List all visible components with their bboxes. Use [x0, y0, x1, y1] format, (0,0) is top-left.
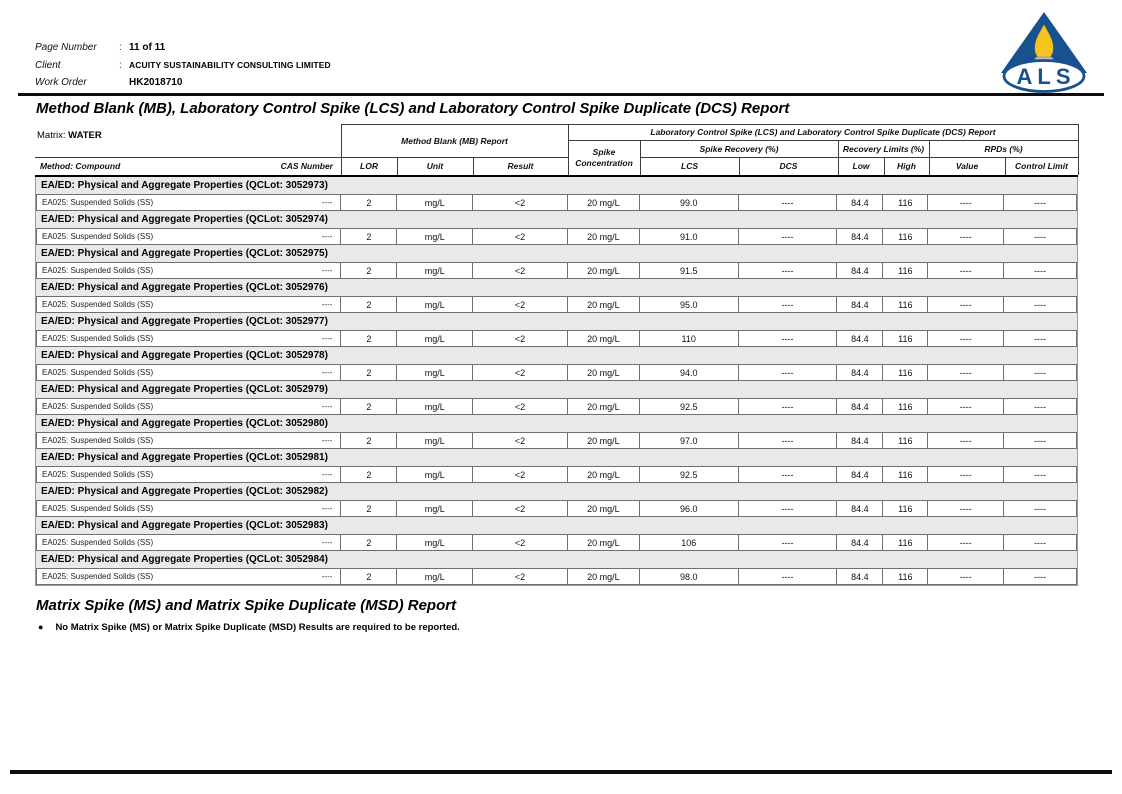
dcs-recovery-cell: ----: [739, 568, 838, 585]
compound-name: EA025: Suspended Solids (SS): [42, 300, 154, 309]
unit-cell: mg/L: [397, 398, 473, 415]
lor-cell: 2: [341, 364, 397, 381]
compound-name: EA025: Suspended Solids (SS): [42, 198, 154, 207]
compound-name: EA025: Suspended Solids (SS): [42, 436, 154, 445]
rpd-control-limit-cell: ----: [1004, 194, 1077, 211]
compound-cell: [36, 534, 341, 551]
cas-number-value: ----: [321, 572, 333, 581]
col-header-cas-number: CAS Number: [280, 161, 333, 171]
lcs-recovery-cell: 95.0: [640, 296, 739, 313]
lcs-recovery-cell: 96.0: [640, 500, 739, 517]
compound-name: EA025: Suspended Solids (SS): [42, 334, 154, 343]
col-header-lcs: LCS: [681, 161, 698, 171]
rpd-value-cell: ----: [928, 500, 1004, 517]
compound-name: EA025: Suspended Solids (SS): [42, 232, 154, 241]
qc-group: [36, 245, 1077, 279]
matrix-label: Matrix:: [37, 130, 66, 141]
compound-cell: [36, 296, 341, 313]
spike-concentration-cell: 20 mg/L: [568, 500, 640, 517]
lcs-recovery-cell: 106: [640, 534, 739, 551]
col-header-result: Result: [507, 161, 534, 171]
result-cell: <2: [473, 228, 568, 245]
compound-cell: [36, 500, 341, 517]
compound-cell: [36, 330, 341, 347]
rpd-value-cell: ----: [928, 262, 1004, 279]
compound-name: EA025: Suspended Solids (SS): [42, 266, 154, 275]
unit-cell: mg/L: [397, 568, 473, 585]
result-cell: <2: [473, 364, 568, 381]
page-header-info: [35, 39, 331, 92]
compound-cell: [36, 432, 341, 449]
lcs-recovery-cell: 94.0: [640, 364, 739, 381]
result-cell: <2: [473, 466, 568, 483]
rpd-value-cell: ----: [928, 432, 1004, 449]
qc-group-header: EA/ED: Physical and Aggregate Properties (QCLot: 3052984): [36, 551, 1077, 568]
client-value: ACUITY SUSTAINABILITY CONSULTING LIMITED: [129, 60, 331, 71]
rpd-value-cell: ----: [928, 228, 1004, 245]
qc-data-row: [36, 466, 1077, 483]
client-label: Client: [35, 59, 61, 71]
col-group-spike-recovery: Spike Recovery (%): [699, 143, 779, 154]
qc-data-row: [36, 364, 1077, 381]
qc-data-row: [36, 534, 1077, 551]
rpd-control-limit-cell: ----: [1004, 228, 1077, 245]
rpd-value-cell: ----: [928, 296, 1004, 313]
spike-concentration-cell: 20 mg/L: [568, 534, 640, 551]
qc-group-header: EA/ED: Physical and Aggregate Properties (QCLot: 3052980): [36, 415, 1077, 432]
recovery-low-cell: 84.4: [837, 568, 883, 585]
recovery-low-cell: 84.4: [837, 228, 883, 245]
rpd-control-limit-cell: ----: [1004, 330, 1077, 347]
unit-cell: mg/L: [397, 330, 473, 347]
grid-line: [1078, 124, 1079, 175]
recovery-high-cell: 116: [883, 534, 928, 551]
mb-lcs-report-title: Method Blank (MB), Laboratory Control Spike (LCS) and Laboratory Control Spike Duplicate (DCS) Report: [36, 100, 790, 117]
lcs-recovery-cell: 97.0: [640, 432, 739, 449]
qc-table-body: [35, 177, 1078, 586]
col-header-low: Low: [852, 161, 870, 171]
cas-number-value: ----: [321, 266, 333, 275]
lor-cell: 2: [341, 534, 397, 551]
separator: :: [119, 42, 122, 54]
cas-number-value: ----: [321, 402, 333, 411]
qc-group-header: EA/ED: Physical and Aggregate Properties (QCLot: 3052977): [36, 313, 1077, 330]
lor-cell: 2: [341, 296, 397, 313]
lcs-section-header: Laboratory Control Spike (LCS) and Laboratory Control Spike Duplicate (DCS) Report: [650, 127, 996, 137]
col-header-unit: Unit: [426, 161, 444, 171]
cas-number-value: ----: [321, 198, 333, 207]
ms-msd-bullet-item: [38, 622, 460, 633]
qc-data-row: [36, 296, 1077, 313]
lor-cell: 2: [341, 466, 397, 483]
unit-cell: mg/L: [397, 228, 473, 245]
rpd-control-limit-cell: ----: [1004, 262, 1077, 279]
recovery-low-cell: 84.4: [837, 194, 883, 211]
rpd-value-cell: ----: [928, 534, 1004, 551]
col-header-dcs: DCS: [779, 161, 798, 171]
recovery-low-cell: 84.4: [837, 262, 883, 279]
spike-concentration-cell: 20 mg/L: [568, 398, 640, 415]
qc-group: [36, 483, 1077, 517]
work-order-row: [35, 74, 331, 92]
qc-group-header: EA/ED: Physical and Aggregate Properties (QCLot: 3052978): [36, 347, 1077, 364]
lcs-recovery-cell: 98.0: [640, 568, 739, 585]
qc-group: [36, 347, 1077, 381]
compound-cell: [36, 568, 341, 585]
lcs-recovery-cell: 91.5: [640, 262, 739, 279]
cas-number-value: ----: [321, 334, 333, 343]
rpd-value-cell: ----: [928, 398, 1004, 415]
recovery-high-cell: 116: [883, 296, 928, 313]
qc-group: [36, 177, 1077, 211]
cas-number-value: ----: [321, 538, 333, 547]
page-number-label: Page Number: [35, 42, 97, 54]
dcs-recovery-cell: ----: [739, 364, 838, 381]
rpd-control-limit-cell: ----: [1004, 534, 1077, 551]
spike-concentration-cell: 20 mg/L: [568, 568, 640, 585]
lor-cell: 2: [341, 500, 397, 517]
dcs-recovery-cell: ----: [739, 330, 838, 347]
compound-cell: [36, 398, 341, 415]
lcs-recovery-cell: 91.0: [640, 228, 739, 245]
compound-cell: [36, 228, 341, 245]
dcs-recovery-cell: ----: [739, 398, 838, 415]
qc-group-header: EA/ED: Physical and Aggregate Properties (QCLot: 3052983): [36, 517, 1077, 534]
dcs-recovery-cell: ----: [739, 466, 838, 483]
rpd-control-limit-cell: ----: [1004, 466, 1077, 483]
recovery-high-cell: 116: [883, 262, 928, 279]
qc-group: [36, 415, 1077, 449]
dcs-recovery-cell: ----: [739, 262, 838, 279]
compound-cell: [36, 262, 341, 279]
spike-concentration-cell: 20 mg/L: [568, 296, 640, 313]
qc-group: [36, 449, 1077, 483]
qc-group-header: EA/ED: Physical and Aggregate Properties (QCLot: 3052979): [36, 381, 1077, 398]
qc-data-row: [36, 432, 1077, 449]
spike-concentration-cell: 20 mg/L: [568, 364, 640, 381]
footer-rule: [10, 770, 1112, 774]
qc-data-row: [36, 500, 1077, 517]
compound-name: EA025: Suspended Solids (SS): [42, 470, 154, 479]
recovery-high-cell: 116: [883, 500, 928, 517]
ms-msd-report-title: Matrix Spike (MS) and Matrix Spike Duplicate (MSD) Report: [36, 597, 457, 614]
recovery-low-cell: 84.4: [837, 500, 883, 517]
qc-data-row: [36, 262, 1077, 279]
dcs-recovery-cell: ----: [739, 296, 838, 313]
qc-group: [36, 381, 1077, 415]
spike-concentration-cell: 20 mg/L: [568, 228, 640, 245]
compound-name: EA025: Suspended Solids (SS): [42, 368, 154, 377]
svg-text:ALS: ALS: [1016, 64, 1076, 89]
compound-name: EA025: Suspended Solids (SS): [42, 572, 154, 581]
result-cell: <2: [473, 398, 568, 415]
lor-cell: 2: [341, 262, 397, 279]
lor-cell: 2: [341, 398, 397, 415]
result-cell: <2: [473, 432, 568, 449]
recovery-high-cell: 116: [883, 330, 928, 347]
cas-number-value: ----: [321, 504, 333, 513]
result-cell: <2: [473, 534, 568, 551]
qc-data-row: [36, 398, 1077, 415]
lcs-recovery-cell: 92.5: [640, 398, 739, 415]
cas-number-value: ----: [321, 436, 333, 445]
rpd-value-cell: ----: [928, 364, 1004, 381]
mb-section-header: Method Blank (MB) Report: [401, 135, 508, 146]
matrix-line: [37, 130, 102, 141]
col-group-rpds: RPDs (%): [984, 143, 1023, 154]
qc-data-row: [36, 194, 1077, 211]
qc-group-header: EA/ED: Physical and Aggregate Properties (QCLot: 3052981): [36, 449, 1077, 466]
lor-cell: 2: [341, 432, 397, 449]
compound-cell: [36, 194, 341, 211]
qc-group: [36, 517, 1077, 551]
spike-concentration-cell: 20 mg/L: [568, 466, 640, 483]
dcs-recovery-cell: ----: [739, 534, 838, 551]
cas-number-value: ----: [321, 470, 333, 479]
recovery-high-cell: 116: [883, 568, 928, 585]
rpd-value-cell: ----: [928, 330, 1004, 347]
lcs-recovery-cell: 92.5: [640, 466, 739, 483]
recovery-high-cell: 116: [883, 364, 928, 381]
compound-cell: [36, 364, 341, 381]
recovery-low-cell: 84.4: [837, 398, 883, 415]
spike-concentration-cell: 20 mg/L: [568, 330, 640, 347]
spike-concentration-cell: 20 mg/L: [568, 432, 640, 449]
rpd-value-cell: ----: [928, 466, 1004, 483]
page-number-value: 11 of 11: [129, 42, 166, 54]
unit-cell: mg/L: [397, 194, 473, 211]
col-header-method-compound: Method: Compound: [40, 161, 121, 171]
compound-name: EA025: Suspended Solids (SS): [42, 402, 154, 411]
qc-group: [36, 279, 1077, 313]
compound-name: EA025: Suspended Solids (SS): [42, 504, 154, 513]
page-number-row: [35, 39, 331, 57]
unit-cell: mg/L: [397, 500, 473, 517]
client-row: [35, 57, 331, 75]
qc-group: [36, 313, 1077, 347]
header-rule: [18, 93, 1104, 96]
lor-cell: 2: [341, 330, 397, 347]
als-logo-icon: [998, 11, 1090, 93]
spike-word: Spike: [592, 146, 616, 157]
qc-group: [36, 211, 1077, 245]
cas-number-value: ----: [321, 300, 333, 309]
unit-cell: mg/L: [397, 466, 473, 483]
rpd-control-limit-cell: ----: [1004, 432, 1077, 449]
col-group-recovery-limits: Recovery Limits (%): [842, 143, 925, 154]
bullet-icon: ●: [38, 622, 44, 632]
lor-cell: 2: [341, 568, 397, 585]
cas-number-value: ----: [321, 368, 333, 377]
qc-data-row: [36, 568, 1077, 585]
result-cell: <2: [473, 262, 568, 279]
qc-data-row: [36, 228, 1077, 245]
lcs-recovery-cell: 99.0: [640, 194, 739, 211]
lor-cell: 2: [341, 194, 397, 211]
spike-concentration-cell: 20 mg/L: [568, 194, 640, 211]
work-order-value: HK2018710: [129, 77, 183, 89]
unit-cell: mg/L: [397, 534, 473, 551]
lor-cell: 2: [341, 228, 397, 245]
rpd-value-cell: ----: [928, 568, 1004, 585]
ms-msd-bullet-text: No Matrix Spike (MS) or Matrix Spike Duplicate (MSD) Results are required to be reported.: [55, 622, 460, 633]
dcs-recovery-cell: ----: [739, 432, 838, 449]
result-cell: <2: [473, 500, 568, 517]
qc-group-header: EA/ED: Physical and Aggregate Properties (QCLot: 3052976): [36, 279, 1077, 296]
result-cell: <2: [473, 194, 568, 211]
rpd-control-limit-cell: ----: [1004, 398, 1077, 415]
recovery-high-cell: 116: [883, 466, 928, 483]
unit-cell: mg/L: [397, 262, 473, 279]
col-header-control-limit: Control Limit: [1015, 161, 1068, 171]
dcs-recovery-cell: ----: [739, 228, 838, 245]
rpd-control-limit-cell: ----: [1004, 364, 1077, 381]
result-cell: <2: [473, 296, 568, 313]
col-header-high: High: [897, 161, 916, 171]
concentration-word: Concentration: [575, 157, 633, 168]
recovery-low-cell: 84.4: [837, 432, 883, 449]
matrix-value: WATER: [68, 130, 102, 141]
recovery-high-cell: 116: [883, 432, 928, 449]
recovery-low-cell: 84.4: [837, 364, 883, 381]
unit-cell: mg/L: [397, 432, 473, 449]
result-cell: <2: [473, 568, 568, 585]
recovery-low-cell: 84.4: [837, 296, 883, 313]
col-header-lor: LOR: [360, 161, 378, 171]
rpd-value-cell: ----: [928, 194, 1004, 211]
separator: :: [119, 59, 122, 71]
recovery-low-cell: 84.4: [837, 466, 883, 483]
compound-name: EA025: Suspended Solids (SS): [42, 538, 154, 547]
unit-cell: mg/L: [397, 364, 473, 381]
col-header-spike-concentration: [568, 140, 640, 175]
recovery-high-cell: 116: [883, 194, 928, 211]
recovery-low-cell: 84.4: [837, 534, 883, 551]
rpd-control-limit-cell: ----: [1004, 500, 1077, 517]
recovery-low-cell: 84.4: [837, 330, 883, 347]
recovery-high-cell: 116: [883, 398, 928, 415]
qc-group-header: EA/ED: Physical and Aggregate Properties (QCLot: 3052974): [36, 211, 1077, 228]
dcs-recovery-cell: ----: [739, 194, 838, 211]
rpd-control-limit-cell: ----: [1004, 568, 1077, 585]
result-cell: <2: [473, 330, 568, 347]
cas-number-value: ----: [321, 232, 333, 241]
qc-group-header: EA/ED: Physical and Aggregate Properties (QCLot: 3052982): [36, 483, 1077, 500]
qc-group-header: EA/ED: Physical and Aggregate Properties (QCLot: 3052975): [36, 245, 1077, 262]
compound-cell: [36, 466, 341, 483]
recovery-high-cell: 116: [883, 228, 928, 245]
qc-data-row: [36, 330, 1077, 347]
unit-cell: mg/L: [397, 296, 473, 313]
dcs-recovery-cell: ----: [739, 500, 838, 517]
qc-group: [36, 551, 1077, 585]
work-order-label: Work Order: [35, 77, 87, 89]
qc-group-header: EA/ED: Physical and Aggregate Properties (QCLot: 3052973): [36, 177, 1077, 194]
rpd-control-limit-cell: ----: [1004, 296, 1077, 313]
lcs-recovery-cell: 110: [640, 330, 739, 347]
col-header-value: Value: [955, 161, 979, 171]
spike-concentration-cell: 20 mg/L: [568, 262, 640, 279]
